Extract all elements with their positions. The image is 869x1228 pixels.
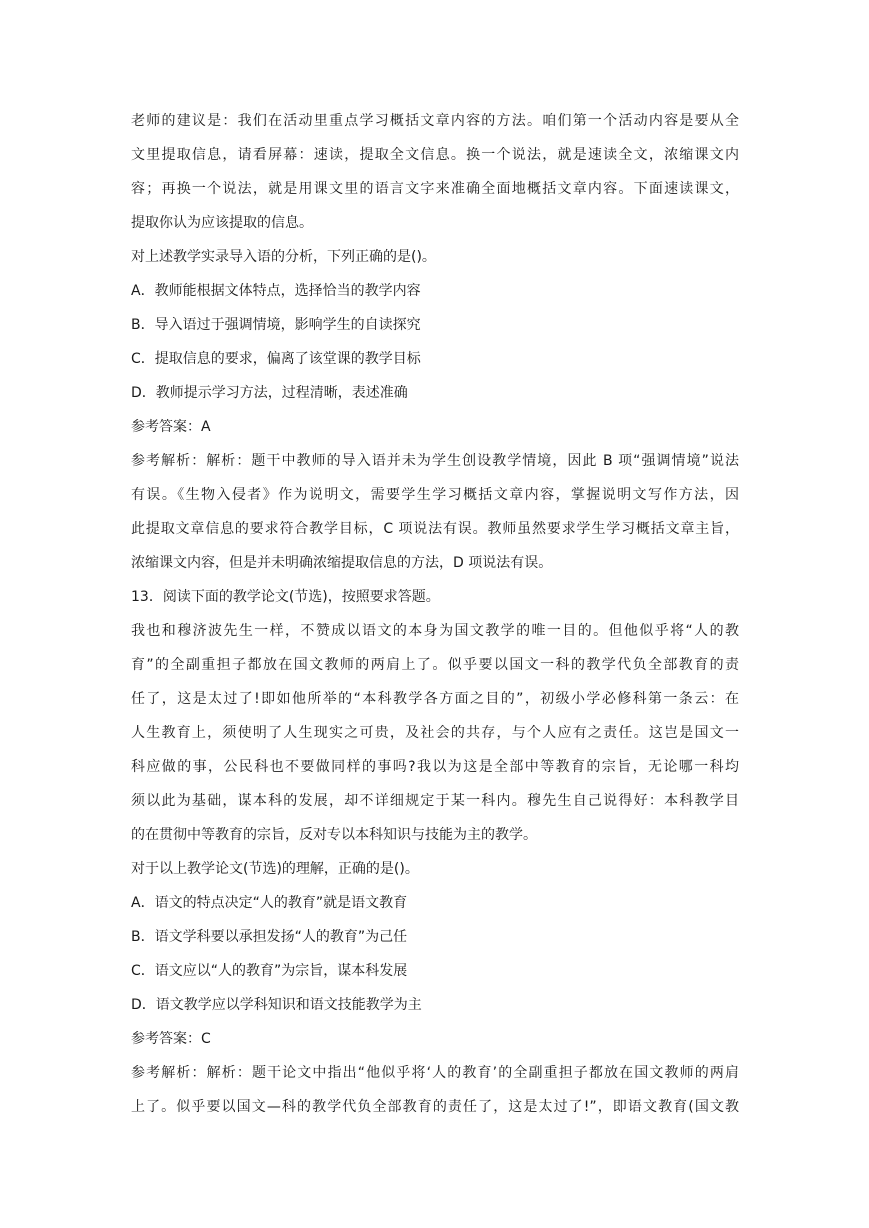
passage-line: 文里提取信息，请看屏幕：速读，提取全文信息。换一个说法，就是速读全文，浓缩课文内 [131, 147, 739, 163]
reference-answer: 参考答案：A [131, 419, 211, 435]
analysis-line: 参考解析：解析：题干论文中指出“他似乎将‘人的教育’的全副重担子都放在国文教师的两肩 [131, 1065, 739, 1081]
option-d: D．教师提示学习方法，过程清晰，表述准确 [131, 385, 408, 401]
option-b: B．语文学科要以承担发扬“人的教育”为己任 [131, 929, 408, 945]
passage-line: 科应做的事，公民科也不要做同样的事吗?我以为这是全部中等教育的宗旨，无论哪一科均 [131, 759, 739, 775]
reference-answer: 参考答案：C [131, 1031, 211, 1047]
option-c: C．语文应以“人的教育”为宗旨，谋本科发展 [131, 963, 408, 979]
passage-line: 老师的建议是：我们在活动里重点学习概括文章内容的方法。咱们第一个活动内容是要从全 [131, 113, 739, 129]
passage-line: 我也和穆济波先生一样，不赞成以语文的本身为国文教学的唯一目的。但他似乎将“人的教 [131, 623, 739, 639]
question-heading: 13．阅读下面的教学论文(节选)，按照要求答题。 [131, 589, 440, 605]
analysis-line: 浓缩课文内容，但是并未明确浓缩提取信息的方法，D 项说法有误。 [131, 555, 553, 571]
passage-line: 育”的全副重担子都放在国文教师的两肩上了。似乎要以国文一科的教学代负全部教育的责 [131, 657, 739, 673]
passage-line: 容；再换一个说法，就是用课文里的语言文字来准确全面地概括文章内容。下面速读课文， [131, 181, 739, 197]
passage-line: 提取你认为应该提取的信息。 [131, 215, 313, 231]
question-stem: 对于以上教学论文(节选)的理解，正确的是()。 [131, 861, 419, 877]
option-d: D．语文教学应以学科知识和语文技能教学为主 [131, 997, 422, 1013]
analysis-line: 参考解析：解析：题干中教师的导入语并未为学生创设教学情境，因此 B 项“强调情境”说法 [131, 453, 739, 469]
analysis-line: 此提取文章信息的要求符合教学目标，C 项说法有误。教师虽然要求学生学习概括文章主旨， [131, 521, 739, 537]
analysis-line: 上了。似乎要以国文—科的教学代负全部教育的责任了，这是太过了!”，即语文教育(国文教 [131, 1099, 739, 1115]
option-c: C．提取信息的要求，偏离了该堂课的教学目标 [131, 351, 421, 367]
passage-line: 的在贯彻中等教育的宗旨，反对专以本科知识与技能为主的教学。 [131, 827, 537, 843]
option-a: A．教师能根据文体特点，选择恰当的教学内容 [131, 283, 421, 299]
option-a: A．语文的特点决定“人的教育”就是语文教育 [131, 895, 408, 911]
document-page [131, 104, 739, 1124]
option-b: B．导入语过于强调情境，影响学生的自读探究 [131, 317, 421, 333]
passage-line: 人生教育上，须使明了人生现实之可贵，及社会的共存，与个人应有之责任。这岂是国文一 [131, 725, 739, 741]
question-stem: 对上述教学实录导入语的分析，下列正确的是()。 [131, 249, 436, 265]
passage-line: 须以此为基础，谋本科的发展，却不详细规定于某一科内。穆先生自己说得好：本科教学目 [131, 793, 739, 809]
passage-line: 任了，这是太过了!即如他所举的“本科教学各方面之目的”，初级小学必修科第一条云：在 [131, 691, 739, 707]
analysis-line: 有误。《生物入侵者》作为说明文，需要学生学习概括文章内容，掌握说明文写作方法，因 [131, 487, 739, 503]
